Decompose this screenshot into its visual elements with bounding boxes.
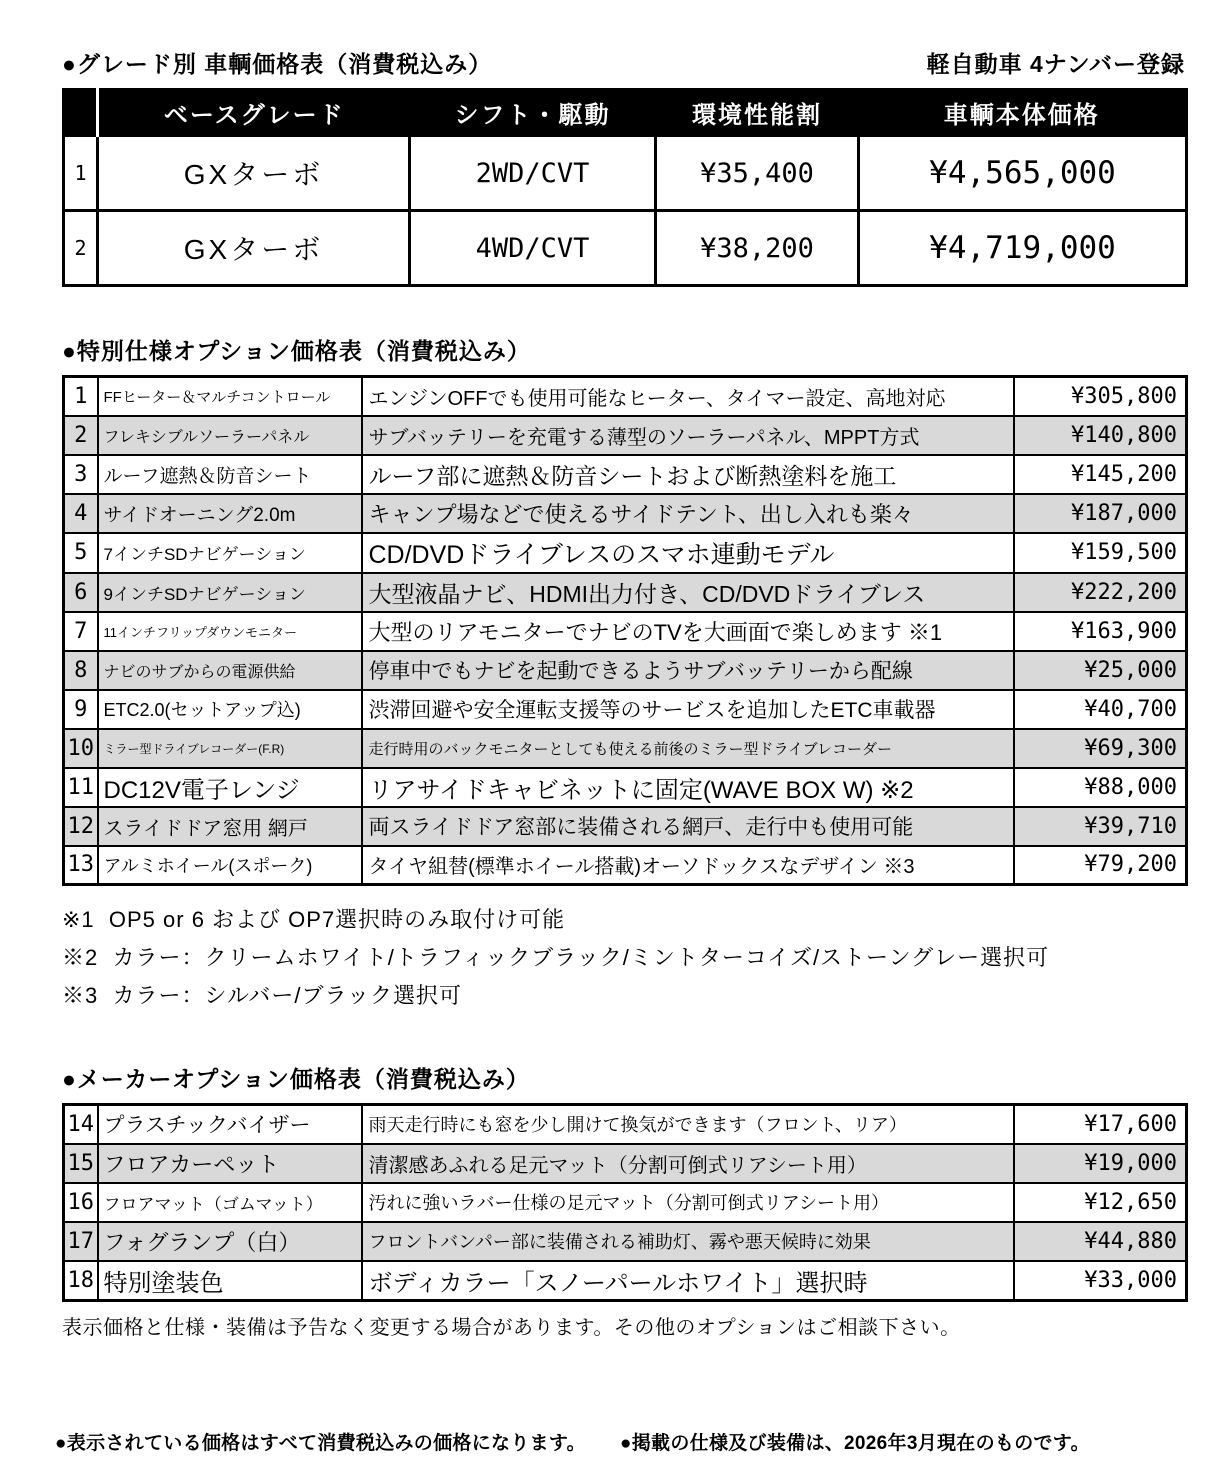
- table-row: [64, 846, 1187, 885]
- cell-desc: 雨天走行時にも窓を少し開けて換気ができます（フロント、リア）: [362, 1105, 1014, 1144]
- cell-no: 14: [64, 1105, 98, 1144]
- table-row: [64, 1105, 1187, 1144]
- cell-price: ¥40,700: [1014, 690, 1187, 729]
- grade-table-header-row: [64, 90, 1187, 136]
- cell-no: 13: [64, 846, 98, 885]
- cell-env-tax: ¥38,200: [656, 211, 859, 286]
- cell-no: 10: [64, 729, 98, 768]
- maker-options-table: [62, 1103, 1188, 1302]
- cell-desc: 清潔感あふれる足元マット（分割可倒式リアシート用）: [362, 1144, 1014, 1183]
- cell-desc: 両スライドドア窓部に装備される網戸、走行中も使用可能: [362, 807, 1014, 846]
- cell-name: フレキシブルソーラーパネル: [98, 416, 362, 455]
- cell-price: ¥305,800: [1014, 377, 1187, 416]
- cell-grade: GXターボ: [98, 136, 410, 211]
- cell-name: 特別塗装色: [98, 1261, 362, 1301]
- maker-options-title: ●メーカーオプション価格表（消費税込み）: [62, 1066, 530, 1092]
- special-options-title: ●特別仕様オプション価格表（消費税込み）: [62, 338, 531, 364]
- cell-name: FFヒーター＆マルチコントロール: [98, 377, 362, 416]
- col-vehicle-price: 車輌本体価格: [859, 90, 1187, 136]
- cell-desc: サブバッテリーを充電する薄型のソーラーパネル、MPPT方式: [362, 416, 1014, 455]
- cell-name: ETC2.0(セットアップ込): [98, 690, 362, 729]
- cell-price: ¥145,200: [1014, 455, 1187, 494]
- registration-label: 軽自動車 4ナンバー登録: [926, 51, 1185, 77]
- cell-price: ¥33,000: [1014, 1261, 1187, 1301]
- cell-desc: リアサイドキャビネットに固定(WAVE BOX W) ※2: [362, 768, 1014, 807]
- maker-options-footnote: 表示価格と仕様・装備は予告なく変更する場合があります。その他のオプションはご相談下さい。: [62, 1316, 961, 1339]
- table-row: [64, 494, 1187, 533]
- note-2: ※2 カラー：クリームホワイト/トラフィックブラック/ミントターコイズ/ストーングレー選択可: [62, 945, 1050, 970]
- cell-price: ¥12,650: [1014, 1183, 1187, 1222]
- cell-name: フォグランプ（白）: [98, 1222, 362, 1261]
- footer-notes: [55, 1428, 1185, 1455]
- table-row: [64, 211, 1187, 286]
- cell-name: 7インチSDナビゲーション: [98, 533, 362, 573]
- cell-price: ¥163,900: [1014, 612, 1187, 651]
- table-row: [64, 612, 1187, 651]
- table-row: [64, 573, 1187, 612]
- cell-no: 1: [64, 136, 98, 211]
- table-row: [64, 729, 1187, 768]
- cell-price: ¥17,600: [1014, 1105, 1187, 1144]
- cell-no: 9: [64, 690, 98, 729]
- cell-no: 16: [64, 1183, 98, 1222]
- cell-name: ルーフ遮熱＆防音シート: [98, 455, 362, 494]
- cell-env-tax: ¥35,400: [656, 136, 859, 211]
- cell-price: ¥44,880: [1014, 1222, 1187, 1261]
- cell-price: ¥25,000: [1014, 651, 1187, 690]
- table-row: [64, 416, 1187, 455]
- cell-no: 8: [64, 651, 98, 690]
- cell-desc: エンジンOFFでも使用可能なヒーター、タイマー設定、高地対応: [362, 377, 1014, 416]
- cell-name: スライドドア窓用 網戸: [98, 807, 362, 846]
- cell-no: 17: [64, 1222, 98, 1261]
- note-3: ※3 カラー：シルバー/ブラック選択可: [62, 983, 463, 1008]
- cell-no: 6: [64, 573, 98, 612]
- footer-note-left: ●表示されている価格はすべて消費税込みの価格になります。: [55, 1432, 586, 1454]
- grade-section-header: [62, 46, 1185, 79]
- cell-name: DC12V電子レンジ: [98, 768, 362, 807]
- grade-price-table: [62, 88, 1188, 287]
- table-row: [64, 136, 1187, 211]
- cell-desc: 停車中でもナビを起動できるようサブバッテリーから配線: [362, 651, 1014, 690]
- cell-name: ミラー型ドライブレコーダー(F.R): [98, 729, 362, 768]
- cell-no: 1: [64, 377, 98, 416]
- col-env-tax: 環境性能割: [656, 90, 859, 136]
- table-row: [64, 1261, 1187, 1301]
- col-shift-drive: シフト・駆動: [410, 90, 656, 136]
- note-1: ※1 OP5 or 6 および OP7選択時のみ取付け可能: [62, 907, 566, 932]
- cell-drive: 2WD/CVT: [410, 136, 656, 211]
- cell-desc: CD/DVDドライブレスのスマホ連動モデル: [362, 533, 1014, 573]
- cell-no: 7: [64, 612, 98, 651]
- cell-name: ナビのサブからの電源供給: [98, 651, 362, 690]
- cell-name: フロアカーペット: [98, 1144, 362, 1183]
- cell-no: 15: [64, 1144, 98, 1183]
- cell-no: 11: [64, 768, 98, 807]
- cell-drive: 4WD/CVT: [410, 211, 656, 286]
- cell-price: ¥159,500: [1014, 533, 1187, 573]
- table-row: [64, 1183, 1187, 1222]
- cell-price: ¥39,710: [1014, 807, 1187, 846]
- table-row: [64, 651, 1187, 690]
- cell-price: ¥88,000: [1014, 768, 1187, 807]
- cell-name: 9インチSDナビゲーション: [98, 573, 362, 612]
- col-base-grade: ベースグレード: [98, 90, 410, 136]
- cell-desc: キャンプ場などで使えるサイドテント、出し入れも楽々: [362, 494, 1014, 533]
- cell-desc: 大型のリアモニターでナビのTVを大画面で楽しめます ※1: [362, 612, 1014, 651]
- cell-desc: 走行時用のバックモニターとしても使える前後のミラー型ドライブレコーダー: [362, 729, 1014, 768]
- cell-desc: ルーフ部に遮熱＆防音シートおよび断熱塗料を施工: [362, 455, 1014, 494]
- cell-no: 3: [64, 455, 98, 494]
- cell-desc: フロントバンパー部に装備される補助灯、霧や悪天候時に効果: [362, 1222, 1014, 1261]
- cell-price: ¥222,200: [1014, 573, 1187, 612]
- cell-no: 2: [64, 416, 98, 455]
- cell-no: 5: [64, 533, 98, 573]
- cell-desc: ボディカラー「スノーパールホワイト」選択時: [362, 1261, 1014, 1301]
- cell-no: 18: [64, 1261, 98, 1301]
- cell-price: ¥4,719,000: [859, 211, 1187, 286]
- table-row: [64, 690, 1187, 729]
- cell-no: 12: [64, 807, 98, 846]
- cell-desc: タイヤ組替(標準ホイール搭載)オーソドックスなデザイン ※3: [362, 846, 1014, 885]
- special-options-table: [62, 375, 1188, 886]
- cell-price: ¥140,800: [1014, 416, 1187, 455]
- cell-no: 4: [64, 494, 98, 533]
- table-row: [64, 807, 1187, 846]
- cell-name: サイドオーニング2.0m: [98, 494, 362, 533]
- cell-name: 11インチフリップダウンモニター: [98, 612, 362, 651]
- cell-price: ¥19,000: [1014, 1144, 1187, 1183]
- table-row: [64, 1222, 1187, 1261]
- cell-desc: 渋滞回避や安全運転支援等のサービスを追加したETC車載器: [362, 690, 1014, 729]
- cell-name: プラスチックバイザー: [98, 1105, 362, 1144]
- table-row: [64, 1144, 1187, 1183]
- cell-price: ¥4,565,000: [859, 136, 1187, 211]
- cell-desc: 汚れに強いラバー仕様の足元マット（分割可倒式リアシート用）: [362, 1183, 1014, 1222]
- footer-note-right: ●掲載の仕様及び装備は、2026年3月現在のものです。: [619, 1432, 1090, 1454]
- table-row: [64, 533, 1187, 573]
- cell-name: アルミホイール(スポーク): [98, 846, 362, 885]
- cell-price: ¥79,200: [1014, 846, 1187, 885]
- table-row: [64, 455, 1187, 494]
- cell-no: 2: [64, 211, 98, 286]
- cell-grade: GXターボ: [98, 211, 410, 286]
- cell-price: ¥187,000: [1014, 494, 1187, 533]
- special-options-notes: [62, 901, 1185, 1015]
- cell-price: ¥69,300: [1014, 729, 1187, 768]
- table-row: [64, 377, 1187, 416]
- cell-name: フロアマット（ゴムマット）: [98, 1183, 362, 1222]
- table-row: [64, 768, 1187, 807]
- grade-table-title: ●グレード別 車輌価格表（消費税込み）: [62, 51, 493, 77]
- col-number: [64, 90, 98, 136]
- cell-desc: 大型液晶ナビ、HDMI出力付き、CD/DVDドライブレス: [362, 573, 1014, 612]
